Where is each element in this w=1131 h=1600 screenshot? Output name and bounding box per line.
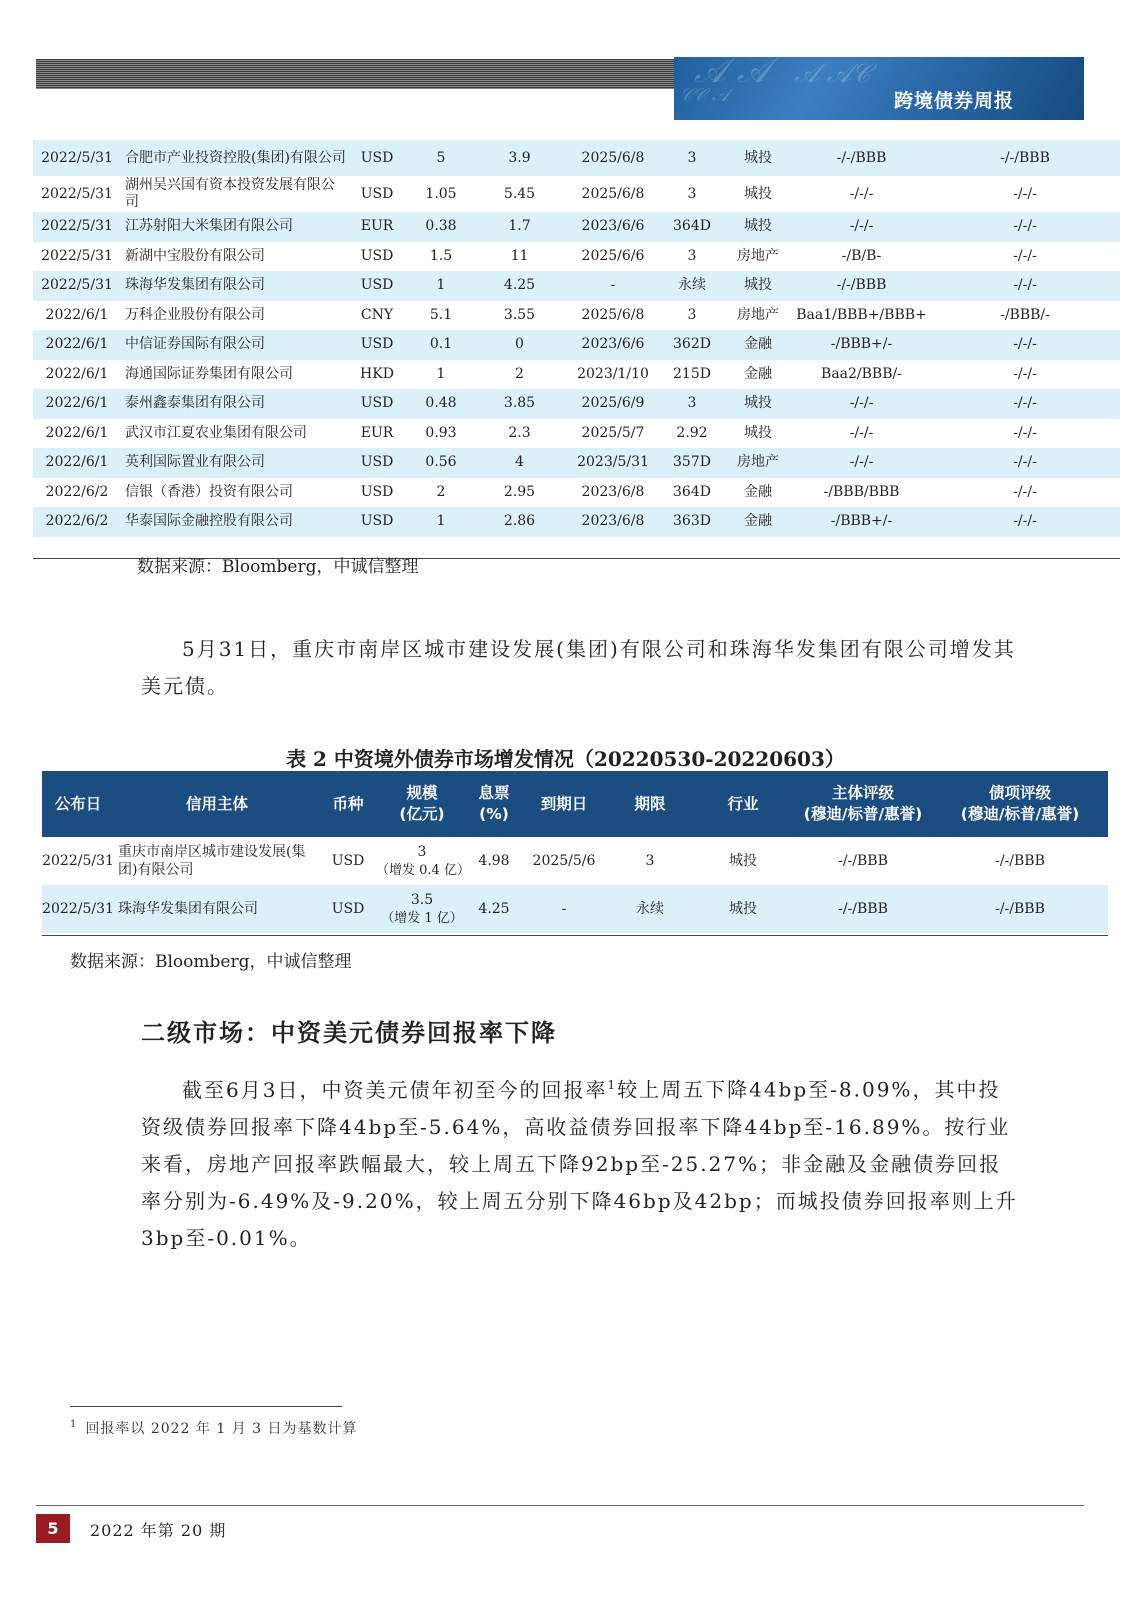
cell-maturity: 2025/5/6 <box>532 853 596 869</box>
cell-bond-rating: -/-/- <box>1013 365 1037 382</box>
table-row <box>33 389 1120 419</box>
table-row <box>33 330 1120 360</box>
cell-bond-rating: -/-/- <box>930 389 1120 419</box>
reissue-table <box>42 771 1108 933</box>
paragraph-text-part2: 较上周五下降44bp至-8.09%，其中投资级债券回报率下降44bp至-5.64%，高收益债券回报率下降44bp至-16.89%。按行业来看，房地产回报率跌幅最大，较上周五下降92bp至-25.27%；非金融及金融债券回报率分别为-6.49%及-9.20%，较上周五分别下降46bp及42bp；而城投债券回报率则上升3bp至-0.01%。 <box>141 1077 1018 1250</box>
cell-coupon: 4.25 <box>474 271 565 301</box>
cell-issuer-rating: -/-/- <box>793 212 930 242</box>
cell-term: 364D <box>661 212 723 242</box>
header-coupon <box>468 771 520 837</box>
cell-coupon: 1.7 <box>474 212 565 242</box>
table-row <box>33 140 1120 176</box>
header-banner <box>674 57 1084 120</box>
cell-size <box>376 837 468 885</box>
cell-maturity: 2023/6/6 <box>565 330 661 360</box>
header-issuer: 信用主体 <box>114 771 320 837</box>
cell-maturity: 2023/5/31 <box>565 448 661 478</box>
cell-term: 3 <box>661 140 723 176</box>
cell-term: 215D <box>673 365 711 382</box>
header-bond-rating-agencies: (穆迪/标普/惠誉) <box>960 805 1080 823</box>
cell-issuer-rating: -/BBB+/- <box>793 330 930 360</box>
cell-date: 2022/6/1 <box>45 424 109 441</box>
cell-issuer: 武汉市江夏农业集团有限公司 <box>125 424 307 441</box>
cell-coupon: 3.9 <box>474 140 565 176</box>
cell-issuer-rating: -/-/BBB <box>793 140 930 176</box>
cell-industry: 房地产 <box>737 247 779 264</box>
cell-term: 永续 <box>661 271 723 301</box>
cell-currency: HKD <box>360 365 394 382</box>
cell-issuer: 海通国际证券集团有限公司 <box>125 365 293 382</box>
cell-bond-rating: -/-/- <box>1013 247 1037 264</box>
cell-size: 0.56 <box>408 448 474 478</box>
cell-date: 2022/6/1 <box>45 306 109 323</box>
table-bottom-rule <box>42 935 1108 936</box>
cell-term: 357D <box>661 448 723 478</box>
table2-source: 数据来源：Bloomberg，中诚信整理 <box>70 952 352 972</box>
cell-bond-rating: -/-/BBB <box>932 885 1108 933</box>
header-coupon-label: 息票 <box>478 784 510 802</box>
cell-date: 2022/5/31 <box>33 212 121 242</box>
table-row <box>42 837 1108 885</box>
header-decoration: 𝒜 𝒜 <box>694 57 770 91</box>
cell-date: 2022/6/1 <box>33 448 121 478</box>
cell-currency: CNY <box>360 306 394 323</box>
cell-size: 1 <box>408 507 474 537</box>
cell-maturity: 2025/6/8 <box>581 306 645 323</box>
paragraph-text-part1: 截至6月3日，中资美元债年初至今的回报率 <box>182 1077 608 1102</box>
cell-issuer: 新湖中宝股份有限公司 <box>125 247 265 264</box>
cell-issuer: 江苏射阳大米集团有限公司 <box>121 212 346 242</box>
table2-caption: 表 2 中资境外债券市场增发情况（20220530-20220603） <box>286 747 845 771</box>
cell-term: 3 <box>645 853 655 869</box>
cell-term: 2.92 <box>676 424 708 441</box>
header-term: 期限 <box>608 771 692 837</box>
table1-source: 数据来源：Bloomberg，中诚信整理 <box>137 557 419 577</box>
cell-size: 1 <box>436 365 446 382</box>
cell-issuer: 珠海华发集团有限公司 <box>121 271 346 301</box>
cell-issuer: 泰州鑫泰集团有限公司 <box>121 389 346 419</box>
cell-currency: USD <box>360 247 394 264</box>
table-row <box>33 176 1120 212</box>
cell-maturity: - <box>520 885 608 933</box>
size-value: 3 <box>417 843 427 860</box>
page-number: 5 <box>36 1514 70 1543</box>
cell-industry: 城投 <box>723 140 793 176</box>
cell-coupon: 2 <box>515 365 524 382</box>
header-issuer-rating-label: 主体评级 <box>831 784 894 802</box>
cell-issuer: 重庆市南岸区城市建设发展(集团)有限公司 <box>118 844 306 878</box>
cell-currency: USD <box>360 185 394 202</box>
header-currency: 币种 <box>320 771 376 837</box>
cell-issuer-rating: -/-/BBB <box>794 885 932 933</box>
cell-coupon: 2.86 <box>474 507 565 537</box>
cell-industry: 城投 <box>744 424 772 441</box>
cell-maturity: 2025/5/7 <box>581 424 645 441</box>
cell-issuer-rating: -/BBB+/- <box>793 507 930 537</box>
cell-size: 0.38 <box>408 212 474 242</box>
cell-bond-rating: -/-/BBB <box>995 853 1045 869</box>
header-stripes <box>36 59 674 89</box>
table-row <box>33 448 1120 478</box>
cell-date: 2022/6/2 <box>33 507 121 537</box>
cell-issuer-rating: -/-/BBB <box>793 271 930 301</box>
paragraph-text: 5月31日，重庆市南岸区城市建设发展(集团)有限公司和珠海华发集团有限公司增发其美元债。 <box>141 637 1016 698</box>
cell-issuer-rating: -/-/- <box>849 185 874 202</box>
cell-term: 3 <box>687 306 697 323</box>
cell-industry: 城投 <box>723 271 793 301</box>
cell-maturity: 2025/6/8 <box>565 140 661 176</box>
cell-issuer: 合肥市产业投资控股(集团)有限公司 <box>121 140 346 176</box>
cell-coupon: 4.98 <box>478 853 510 869</box>
cell-date: 2022/5/31 <box>42 885 114 933</box>
cell-bond-rating: -/-/BBB <box>930 140 1120 176</box>
cell-bond-rating: -/-/- <box>930 271 1120 301</box>
footnote-rule <box>70 1406 342 1407</box>
cell-issuer-rating: -/B/B- <box>841 247 882 264</box>
cell-maturity: 2025/6/8 <box>581 185 645 202</box>
cell-industry: 城投 <box>729 853 757 869</box>
cell-industry: 金融 <box>723 507 793 537</box>
table-row <box>33 271 1120 301</box>
cell-bond-rating: -/-/- <box>930 212 1120 242</box>
header-issuer-rating <box>794 771 932 837</box>
cell-currency: USD <box>346 448 408 478</box>
section-heading: 二级市场：中资美元债券回报率下降 <box>141 1019 557 1047</box>
cell-currency: USD <box>346 330 408 360</box>
cell-currency: USD <box>346 507 408 537</box>
cell-currency: EUR <box>360 424 394 441</box>
cell-term: 362D <box>661 330 723 360</box>
cell-industry: 城投 <box>723 389 793 419</box>
cell-issuer: 英利国际置业有限公司 <box>121 448 346 478</box>
report-header <box>36 57 1084 120</box>
cell-issuer: 信银（香港）投资有限公司 <box>125 483 293 500</box>
cell-issuer: 中信证券国际有限公司 <box>121 330 346 360</box>
footnote-mark: 1 <box>70 1419 78 1431</box>
cell-currency: USD <box>346 140 408 176</box>
header-maturity: 到期日 <box>520 771 608 837</box>
footnote-ref: 1 <box>607 1078 618 1092</box>
cell-coupon: 0 <box>474 330 565 360</box>
table-row <box>42 885 1108 933</box>
cell-issuer-rating: -/-/- <box>849 424 874 441</box>
cell-issuer: 华泰国际金融控股有限公司 <box>121 507 346 537</box>
header-date: 公布日 <box>42 771 114 837</box>
issue-label: 2022 年第 20 期 <box>90 1521 227 1540</box>
bond-issuance-table <box>33 140 1120 537</box>
cell-bond-rating: -/-/- <box>1013 185 1037 202</box>
header-decoration: 𝒜 𝒜𝒞 <box>794 59 871 89</box>
cell-issuer-rating: -/BBB/BBB <box>823 483 900 500</box>
header-bond-rating-label: 债项评级 <box>988 784 1051 802</box>
cell-size: 0.48 <box>408 389 474 419</box>
header-decoration: 𝒞𝒞 𝒜 <box>680 85 729 106</box>
cell-date: 2022/6/2 <box>45 483 109 500</box>
cell-bond-rating: -/-/- <box>930 448 1120 478</box>
size-value: 3.5 <box>410 891 434 908</box>
cell-date: 2022/5/31 <box>41 247 113 264</box>
cell-industry: 房地产 <box>737 306 779 323</box>
cell-date: 2022/5/31 <box>42 853 114 869</box>
header-size-label: 规模 <box>406 784 438 802</box>
table-row <box>33 507 1120 537</box>
cell-term: 3 <box>687 185 697 202</box>
cell-currency: EUR <box>346 212 408 242</box>
footnote-text: 回报率以 2022 年 1 月 3 日为基数计算 <box>85 1421 358 1437</box>
cell-coupon: 3.85 <box>474 389 565 419</box>
cell-date: 2022/5/31 <box>41 185 113 202</box>
table-row <box>33 242 1120 272</box>
header-issuer-rating-agencies: (穆迪/标普/惠誉) <box>803 805 923 823</box>
cell-issuer-rating: -/-/- <box>793 448 930 478</box>
cell-bond-rating: -/BBB/- <box>1000 306 1050 323</box>
cell-coupon: 4 <box>474 448 565 478</box>
cell-date: 2022/6/1 <box>33 330 121 360</box>
cell-maturity: 2025/6/9 <box>565 389 661 419</box>
header-bond-rating <box>932 771 1108 837</box>
cell-bond-rating: -/-/- <box>930 507 1120 537</box>
cell-industry: 城投 <box>692 885 794 933</box>
cell-term: 永续 <box>608 885 692 933</box>
table-row <box>33 360 1120 390</box>
cell-issuer-rating: -/-/BBB <box>838 853 888 869</box>
cell-term: 3 <box>687 247 697 264</box>
cell-term: 364D <box>673 483 711 500</box>
cell-coupon: 3.55 <box>503 306 536 323</box>
cell-size: 5 <box>408 140 474 176</box>
table-row <box>33 301 1120 331</box>
cell-size: 2 <box>436 483 446 500</box>
cell-maturity: 2023/6/8 <box>565 507 661 537</box>
cell-industry: 房地产 <box>723 448 793 478</box>
cell-coupon: 11 <box>510 247 529 264</box>
cell-issuer-rating: Baa1/BBB+/BBB+ <box>796 306 927 323</box>
header-industry: 行业 <box>692 771 794 837</box>
table-row <box>33 212 1120 242</box>
cell-coupon: 4.25 <box>468 885 520 933</box>
cell-bond-rating: -/-/- <box>930 330 1120 360</box>
cell-maturity: 2023/6/8 <box>581 483 645 500</box>
footnote <box>70 1418 358 1438</box>
header-title: 跨境债券周报 <box>893 90 1014 112</box>
cell-coupon: 5.45 <box>503 185 536 202</box>
cell-size: 5.1 <box>429 306 453 323</box>
cell-currency: USD <box>346 389 408 419</box>
size-note: （增发 0.4 亿） <box>376 862 470 878</box>
cell-bond-rating: -/-/- <box>1013 483 1037 500</box>
paragraph-returns <box>141 1067 1021 1257</box>
cell-term: 3 <box>661 389 723 419</box>
cell-coupon: 2.3 <box>508 424 531 441</box>
cell-currency: USD <box>320 885 376 933</box>
header-size <box>376 771 468 837</box>
cell-size: 1 <box>408 271 474 301</box>
cell-issuer-rating: -/-/- <box>793 389 930 419</box>
cell-issuer: 万科企业股份有限公司 <box>125 306 265 323</box>
cell-date: 2022/5/31 <box>33 271 121 301</box>
cell-maturity: - <box>565 271 661 301</box>
cell-maturity: 2023/6/6 <box>565 212 661 242</box>
cell-size: 1.05 <box>425 185 457 202</box>
cell-date: 2022/6/1 <box>45 365 109 382</box>
cell-currency: USD <box>346 271 408 301</box>
cell-date: 2022/6/1 <box>33 389 121 419</box>
size-note: （增发 1 亿） <box>381 910 463 926</box>
footer-rule <box>36 1505 1084 1506</box>
header-size-unit: (亿元) <box>399 805 445 823</box>
header-coupon-unit: (%) <box>479 805 509 823</box>
cell-size <box>376 885 468 933</box>
table-row <box>33 419 1120 449</box>
cell-coupon: 2.95 <box>503 483 536 500</box>
cell-size: 0.93 <box>425 424 457 441</box>
cell-size: 0.1 <box>408 330 474 360</box>
cell-term: 363D <box>661 507 723 537</box>
table-row <box>33 478 1120 508</box>
cell-issuer-rating: Baa2/BBB/- <box>821 365 902 382</box>
cell-industry: 城投 <box>723 212 793 242</box>
cell-date: 2022/5/31 <box>33 140 121 176</box>
cell-industry: 金融 <box>723 330 793 360</box>
cell-industry: 金融 <box>744 483 772 500</box>
cell-currency: USD <box>331 853 365 869</box>
cell-industry: 金融 <box>744 365 772 382</box>
cell-industry: 城投 <box>744 185 772 202</box>
cell-bond-rating: -/-/- <box>1013 424 1037 441</box>
cell-issuer: 湖州吴兴国有资本投资发展有限公司 <box>125 177 335 210</box>
cell-size: 1.5 <box>429 247 453 264</box>
cell-currency: USD <box>360 483 394 500</box>
paragraph-reissue <box>141 631 1021 705</box>
cell-maturity: 2023/1/10 <box>577 365 649 382</box>
cell-issuer: 珠海华发集团有限公司 <box>114 885 320 933</box>
cell-maturity: 2025/6/6 <box>581 247 645 264</box>
table-header-row <box>42 771 1108 837</box>
